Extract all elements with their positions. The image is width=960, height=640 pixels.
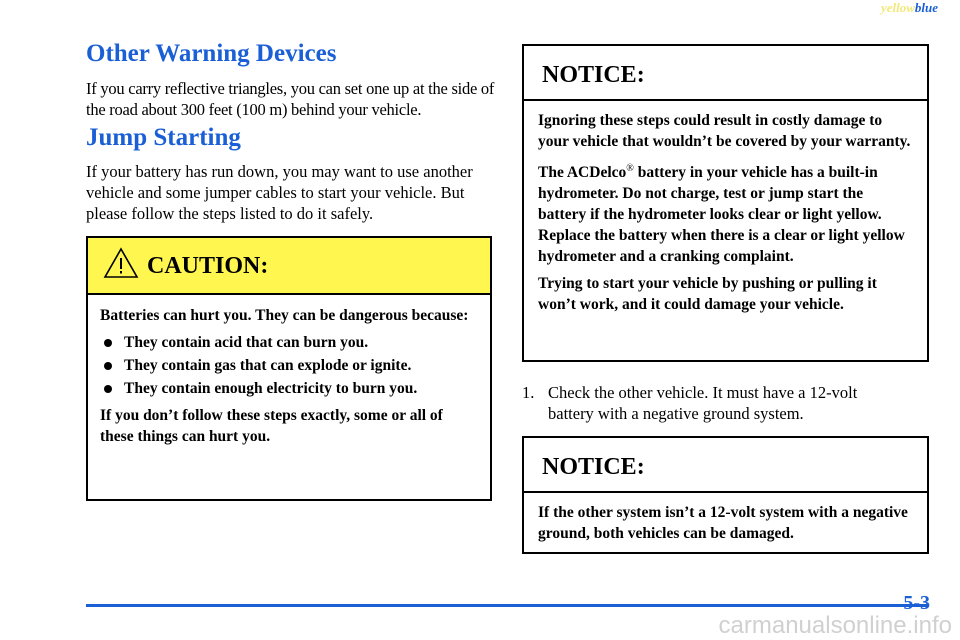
notice-paragraph: If the other system isn’t a 12-volt system with a negative ground, both vehicles can be damaged.: [538, 504, 908, 542]
bullet-icon: [104, 385, 112, 393]
notice-label: NOTICE:: [542, 454, 645, 480]
notice-paragraph-hydrometer: The ACDelco® battery in your vehicle has a built-in hydrometer. Do not charge, test or jump start the battery if the hydrometer looks clear or light yellow. Replace the battery when there is a clear or light yellow hydrometer and a cranking complaint.: [538, 163, 905, 266]
warning-triangle-icon: [102, 246, 140, 280]
notice-header: [524, 46, 927, 101]
bullet-icon: [104, 362, 112, 370]
caution-box: [86, 236, 492, 501]
caution-outro: If you don’t follow these steps exactly, some or all of these things can hurt you.: [100, 407, 443, 445]
page-number: 5-3: [903, 592, 930, 614]
footer-rule: [86, 604, 929, 607]
jump-starting-body: If your battery has run down, you may want to use another vehicle and some jumper cables to start your vehicle. But please follow the steps listed to do it safely.: [86, 162, 473, 223]
notice-header: [524, 438, 927, 493]
list-item: They contain enough electricity to burn you.: [100, 378, 478, 399]
notice-paragraph: Trying to start your vehicle by pushing or pulling it won’t work, and it could damage your vehicle.: [538, 275, 877, 314]
list-item: They contain gas that can explode or ignite.: [100, 355, 478, 376]
caution-label: CAUTION:: [147, 253, 269, 279]
page-header: [881, 0, 938, 16]
section-title-jump-starting: Jump Starting: [86, 124, 241, 151]
notice-body: [524, 101, 927, 315]
step-text-line2: battery with a negative ground system.: [548, 404, 804, 423]
notice-label: NOTICE:: [542, 62, 645, 88]
notice-paragraph: Ignoring these steps could result in costly damage to your vehicle that wouldn’t be covered by your warranty.: [538, 112, 911, 150]
step-number: 1.: [522, 383, 535, 402]
bullet-icon: [104, 339, 112, 347]
caution-header: [88, 238, 490, 295]
other-warning-body: If you carry reflective triangles, you can set one up at the side of the road about 300 feet (100 m) behind your vehicle.: [86, 79, 495, 119]
header-yellow: yellow: [880, 0, 915, 15]
list-item: They contain acid that can burn you.: [100, 332, 478, 353]
step-1: [522, 382, 922, 424]
caution-intro: Batteries can hurt you. They can be dangerous because:: [100, 307, 469, 324]
watermark: carmanualsonline.info: [718, 612, 952, 639]
section-title-other-warning: Other Warning Devices: [86, 40, 337, 67]
registered-mark: ®: [626, 163, 634, 174]
step-text-line1: Check the other vehicle. It must have a 12-volt: [548, 383, 858, 402]
notice-box-voltage: [522, 436, 929, 554]
header-blue: blue: [914, 0, 938, 15]
caution-list: [100, 332, 478, 399]
caution-body: [88, 295, 490, 447]
notice-body: [524, 493, 927, 544]
notice-box-battery: [522, 44, 929, 362]
